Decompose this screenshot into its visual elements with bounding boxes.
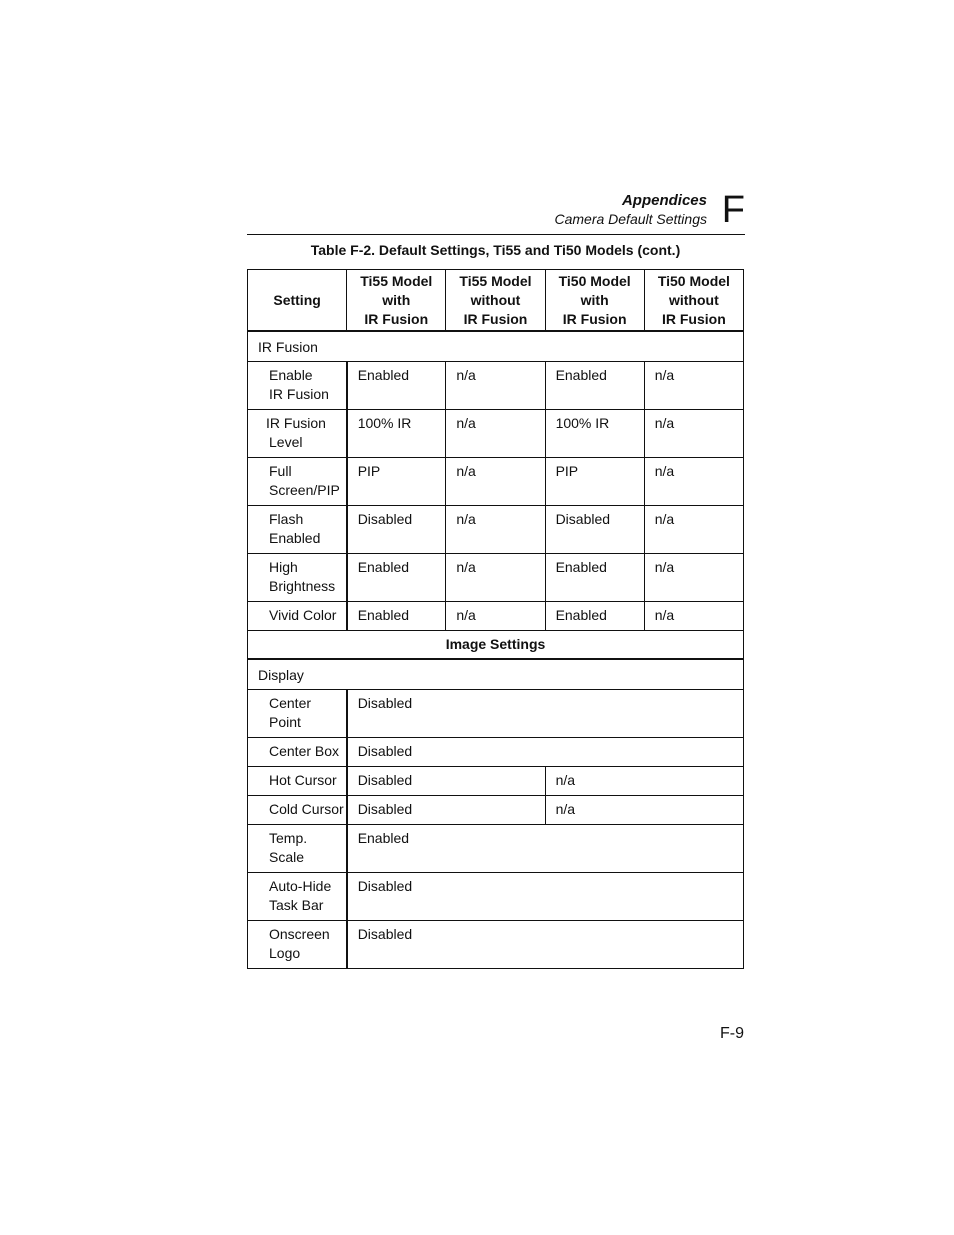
setting-name: Hot Cursor xyxy=(248,767,347,796)
column-header-ti50-without-ir-fusion: Ti50 Model without IR Fusion xyxy=(644,270,743,332)
group-label-display: Display xyxy=(248,659,744,690)
value-ti55-models: Disabled xyxy=(347,767,545,796)
page-number: F-9 xyxy=(720,1025,744,1042)
table-row-onscreen-logo xyxy=(248,921,744,969)
group-row-display xyxy=(248,659,744,690)
table-header-row xyxy=(248,270,744,332)
value-ti55-without: n/a xyxy=(446,410,545,458)
value-ti50-with: Enabled xyxy=(545,554,644,602)
setting-name: High Brightness xyxy=(248,554,347,602)
value-ti55-with: Enabled xyxy=(347,602,446,631)
value-all-models: Disabled xyxy=(347,921,744,969)
setting-name: Enable IR Fusion xyxy=(248,362,347,410)
column-header-ti55-with-ir-fusion: Ti55 Model with IR Fusion xyxy=(347,270,446,332)
table-row-full-screen-pip xyxy=(248,458,744,506)
setting-name: Center Box xyxy=(248,738,347,767)
group-row-ir-fusion xyxy=(248,331,744,362)
value-ti55-with: Enabled xyxy=(347,362,446,410)
setting-name: Full Screen/PIP xyxy=(248,458,347,506)
table-row-ir-fusion-level xyxy=(248,410,744,458)
value-ti55-with: Disabled xyxy=(347,506,446,554)
appendix-letter: F xyxy=(721,189,745,231)
value-all-models: Enabled xyxy=(347,825,744,873)
value-ti50-with: Enabled xyxy=(545,602,644,631)
value-ti50-with: PIP xyxy=(545,458,644,506)
value-ti55-with: Enabled xyxy=(347,554,446,602)
value-all-models: Disabled xyxy=(347,690,744,738)
table-row-vivid-color xyxy=(248,602,744,631)
column-header-ti50-with-ir-fusion: Ti50 Model with IR Fusion xyxy=(545,270,644,332)
default-settings-table xyxy=(247,269,744,969)
table-caption: Table F-2. Default Settings, Ti55 and Ti50 Models (cont.) xyxy=(310,242,681,258)
table-row-center-box xyxy=(248,738,744,767)
value-ti50-without: n/a xyxy=(644,410,743,458)
value-ti50-without: n/a xyxy=(644,554,743,602)
section-title: Appendices xyxy=(621,192,707,209)
running-head xyxy=(554,191,707,229)
value-ti50-without: n/a xyxy=(644,458,743,506)
value-ti50-models: n/a xyxy=(545,796,743,825)
value-all-models: Disabled xyxy=(347,738,744,767)
band-label-image-settings: Image Settings xyxy=(248,631,744,660)
setting-name: IR Fusion Level xyxy=(248,410,347,458)
table-row-hot-cursor xyxy=(248,767,744,796)
table-row-enable-ir-fusion xyxy=(248,362,744,410)
value-ti55-with: PIP xyxy=(347,458,446,506)
value-ti55-without: n/a xyxy=(446,602,545,631)
value-ti55-without: n/a xyxy=(446,362,545,410)
value-ti50-with: 100% IR xyxy=(545,410,644,458)
value-ti55-without: n/a xyxy=(446,506,545,554)
column-header-setting: Setting xyxy=(248,270,347,332)
setting-name: Auto-Hide Task Bar xyxy=(248,873,347,921)
value-ti50-without: n/a xyxy=(644,506,743,554)
table-row-flash-enabled xyxy=(248,506,744,554)
page-header xyxy=(247,188,745,235)
group-label-ir-fusion: IR Fusion xyxy=(248,331,744,362)
setting-name: Center Point xyxy=(248,690,347,738)
table-row-high-brightness xyxy=(248,554,744,602)
value-ti50-models: n/a xyxy=(545,767,743,796)
subsection-title: Camera Default Settings xyxy=(554,211,707,227)
setting-name: Cold Cursor xyxy=(248,796,347,825)
value-ti50-with: Disabled xyxy=(545,506,644,554)
setting-name: Flash Enabled xyxy=(248,506,347,554)
band-row-image-settings xyxy=(248,631,744,660)
table-row-temp-scale xyxy=(248,825,744,873)
table-row-auto-hide-task-bar xyxy=(248,873,744,921)
value-ti55-models: Disabled xyxy=(347,796,545,825)
value-ti55-without: n/a xyxy=(446,554,545,602)
value-ti55-with: 100% IR xyxy=(347,410,446,458)
column-header-ti55-without-ir-fusion: Ti55 Model without IR Fusion xyxy=(446,270,545,332)
value-all-models: Disabled xyxy=(347,873,744,921)
table-row-center-point xyxy=(248,690,744,738)
table-row-cold-cursor xyxy=(248,796,744,825)
value-ti50-without: n/a xyxy=(644,362,743,410)
setting-name: Temp. Scale xyxy=(248,825,347,873)
setting-name: Onscreen Logo xyxy=(248,921,347,969)
value-ti55-without: n/a xyxy=(446,458,545,506)
setting-name: Vivid Color xyxy=(248,602,347,631)
value-ti50-without: n/a xyxy=(644,602,743,631)
value-ti50-with: Enabled xyxy=(545,362,644,410)
